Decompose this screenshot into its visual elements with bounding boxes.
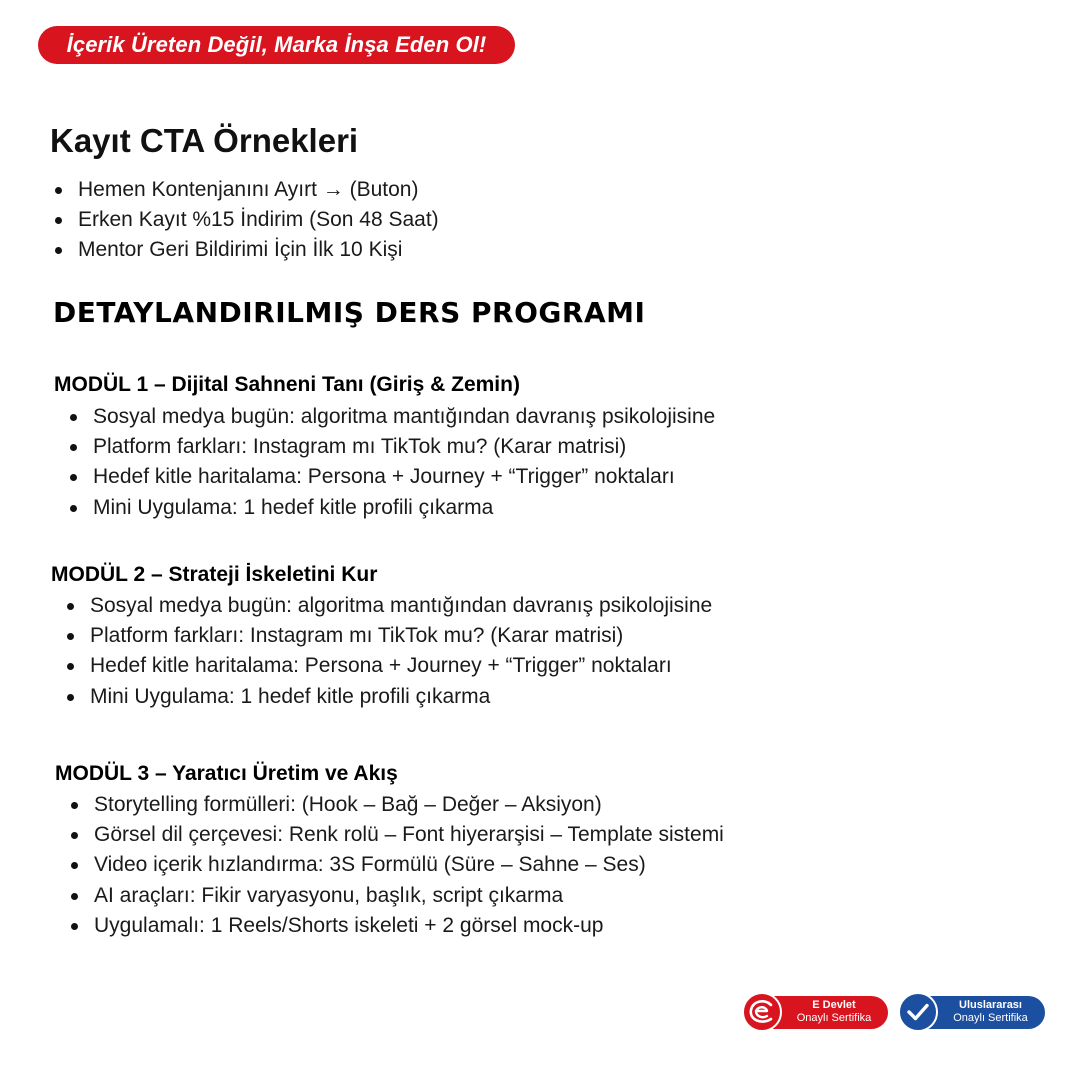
list-item: Platform farkları: Instagram mı TikTok mu? (Karar matrisi) (68, 432, 715, 462)
checkmark-icon (898, 992, 938, 1032)
badge-subtitle: Onaylı Sertifika (796, 1012, 872, 1024)
tagline-banner: İçerik Üreten Değil, Marka İnşa Eden Ol! (38, 26, 515, 64)
module-3-list (69, 790, 724, 941)
cta-list (53, 175, 439, 266)
list-item: AI araçları: Fikir varyasyonu, başlık, script çıkarma (69, 881, 724, 911)
list-item: Sosyal medya bugün: algoritma mantığından davranış psikolojisine (65, 591, 712, 621)
badge-title: Uluslararası (959, 999, 1022, 1011)
list-item: Mini Uygulama: 1 hedef kitle profili çıkarma (68, 493, 715, 523)
list-item: Video içerik hızlandırma: 3S Formülü (Süre – Sahne – Ses) (69, 850, 724, 880)
international-certificate-badge (908, 996, 1045, 1029)
list-item: Storytelling formülleri: (Hook – Bağ – Değer – Aksiyon) (69, 790, 724, 820)
list-item: Mentor Geri Bildirimi İçin İlk 10 Kişi (53, 235, 439, 265)
list-item: Görsel dil çerçevesi: Renk rolü – Font hiyerarşisi – Template sistemi (69, 820, 724, 850)
list-item: Sosyal medya bugün: algoritma mantığından davranış psikolojisine (68, 402, 715, 432)
list-item: Uygulamalı: 1 Reels/Shorts iskeleti + 2 görsel mock-up (69, 911, 724, 941)
list-item: Hedef kitle haritalama: Persona + Journey + “Trigger” noktaları (68, 462, 715, 492)
badge-title: E Devlet (812, 999, 856, 1011)
module-2-list (65, 591, 712, 712)
e-devlet-certificate-badge (752, 996, 888, 1029)
list-item: Hemen Kontenjanını Ayırt → (Buton) (53, 175, 439, 205)
module-1-list (68, 402, 715, 523)
list-item: Platform farkları: Instagram mı TikTok mu? (Karar matrisi) (65, 621, 712, 651)
list-item: Mini Uygulama: 1 hedef kitle profili çıkarma (65, 682, 712, 712)
e-devlet-logo-icon (742, 992, 782, 1032)
module-3-title: MODÜL 3 – Yaratıcı Üretim ve Akış (55, 762, 398, 785)
list-item: Erken Kayıt %15 İndirim (Son 48 Saat) (53, 205, 439, 235)
badge-subtitle: Onaylı Sertifika (953, 1012, 1028, 1024)
module-2-title: MODÜL 2 – Strateji İskeletini Kur (51, 563, 378, 586)
cta-section-title: Kayıt CTA Örnekleri (50, 122, 359, 159)
module-1-title: MODÜL 1 – Dijital Sahneni Tanı (Giriş & Zemin) (54, 373, 520, 396)
program-title: DETAYLANDIRILMIŞ DERS PROGRAMI (53, 296, 646, 329)
list-item: Hedef kitle haritalama: Persona + Journey + “Trigger” noktaları (65, 651, 712, 681)
